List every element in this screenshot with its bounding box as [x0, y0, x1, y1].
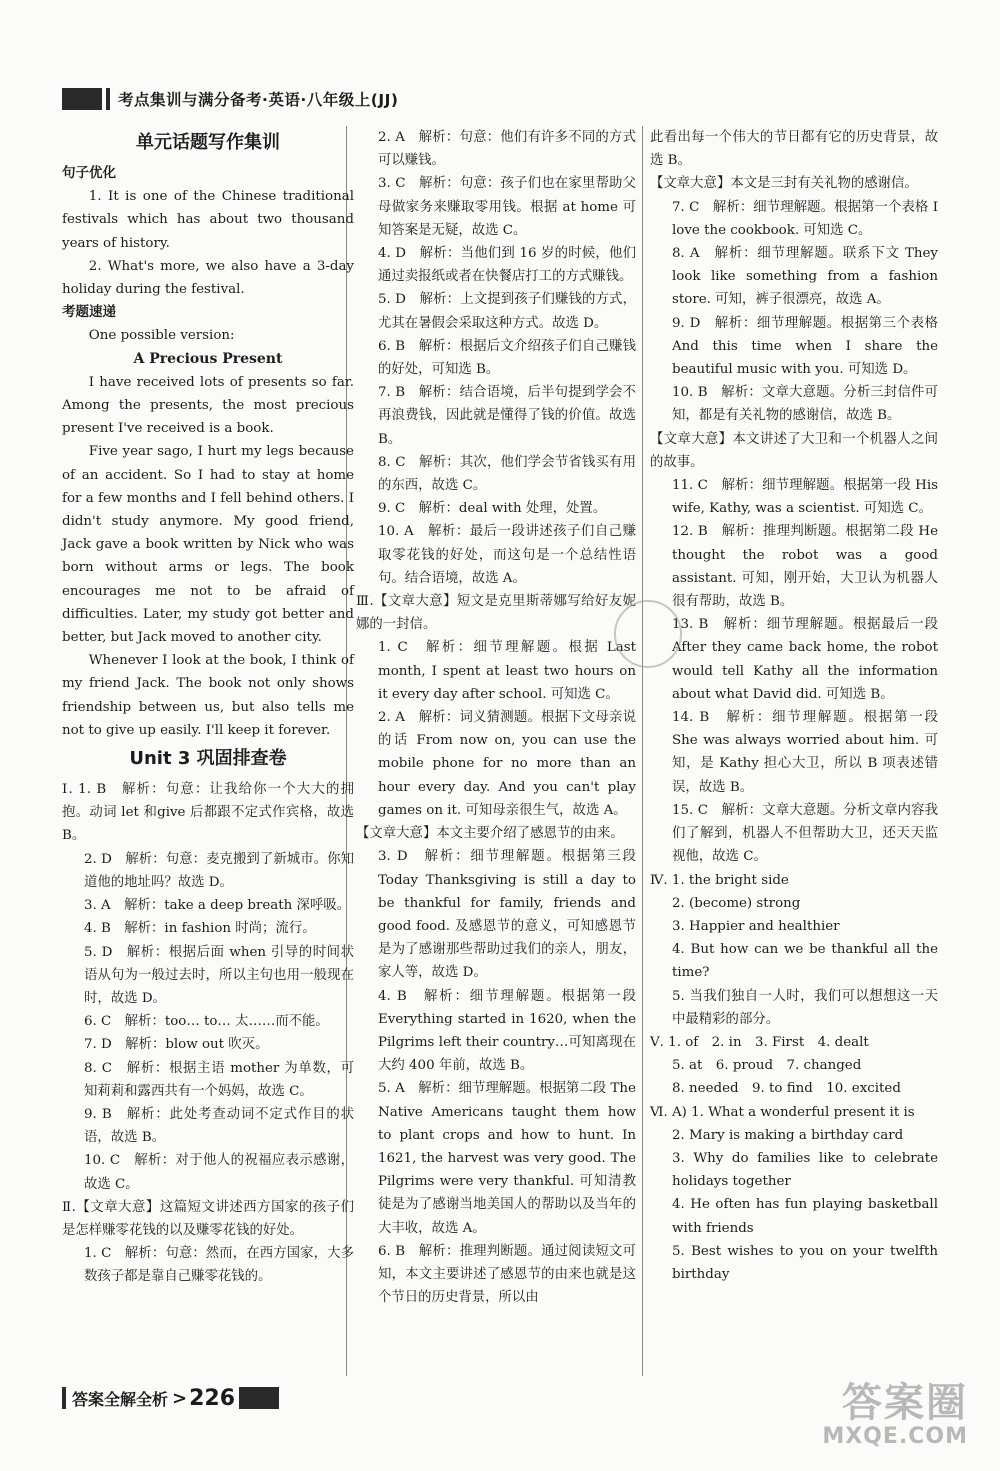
essay-title: A Precious Present [133, 350, 283, 367]
answer-item: 5. D 解析：上文提到孩子们赚钱的方式，尤其在暑假会采取这种方式。故选 D。 [378, 292, 636, 331]
answer-item: 1. C 解析：句意：然而，在西方国家，大多数孩子都是靠自己赚零花钱的。 [84, 1246, 354, 1285]
answer-item: 5. A 解析：细节理解题。根据第二段 The Native Americans taught them how to plant crops and how to hunt. In 1621, the harvest was very good. The Pilgrims were very thankful. 可知清教徒是为了感谢当地美国人的帮助以及当年的大丰收，故选 A。 [378, 1081, 636, 1236]
answer-item: 3. D 解析：细节理解题。根据第三段 Today Thanksgiving is still a day to be thankful for family, friends and good food. 及感恩节的意义，可知感恩节是为了感谢那些帮助过我们的亲人，朋友，家人等，故选 D。 [378, 849, 636, 981]
header-bar [106, 88, 110, 110]
answer-item: 6. B 解析：根据后文介绍孩子们自己赚钱的好处，可知选 B。 [378, 338, 636, 378]
answer-item: 13. B 解析：细节理解题。根据最后一段 After they came back home, the robot would tell Kathy all the information about what David did. 可知选 B。 [672, 617, 938, 702]
section-title: 单元话题写作集训 [136, 132, 280, 153]
answer-item: 5. D 解析：根据后面 when 引导的时间状语从句为一般过去时，所以主句也用一般现在时，故选 D。 [84, 944, 354, 1006]
answer-item: 【文章大意】本文是三封有关礼物的感谢信。 [650, 176, 918, 192]
answer-item: 4. B 解析：in fashion 时尚；流行。 [84, 921, 316, 937]
answer-item: 8. C 解析：其次，他们学会节省钱买有用的东西，故选 C。 [378, 454, 636, 494]
answer-item: 3. Happier and healthier [672, 918, 840, 934]
possible-version-label: One possible version: [88, 328, 235, 344]
answer-item: 8. A 解析：细节理解题。联系下文 They look like something from a fashion store. 可知，裤子很漂亮，故选 A。 [672, 246, 938, 308]
answer-item: 5. 当我们独自一人时，我们可以想想这一天中最精彩的部分。 [672, 988, 938, 1027]
answer-item: 4. But how can we be thankful all the time? [672, 942, 938, 981]
answer-item: Ⅰ. 1. B 解析：句意：让我给你一个大大的拥抱。动词 let 和give 后都跟不定式作宾格，故选 B。 [62, 782, 354, 844]
answer-item: 14. B 解析：细节理解题。根据第一段 She was always worried about him. 可知，是 Kathy 担心大卫，所以 B 项表述错误，故选 B。 [672, 710, 938, 795]
essay-paragraph-3: Whenever I look at the book, I think of my friend Jack. The book not only shows friendship between us, but also tells me not to give up easily. I'll keep it forever. [62, 653, 354, 738]
answer-item: 3. Why do families like to celebrate holidays together [672, 1150, 938, 1190]
essay-paragraph-1: I have received lots of presents so far. Among the presents, the most precious present I've received is a book. [62, 374, 354, 437]
answer-item: Ⅲ.【文章大意】短文是克里斯蒂娜写给好友妮娜的一封信。 [356, 594, 636, 633]
subheading-sentence-optimization: 句子优化 [62, 165, 116, 181]
answer-item: 3. C 解析：句意：孩子们也在家里帮助父母做家务来赚取零用钱。根据 at home 可知答案是无疑，故选 C。 [378, 176, 636, 238]
answer-item: 7. C 解析：细节理解题。根据第一个表格 I love the cookbook. 可知选 C。 [672, 199, 938, 238]
answer-item: 1. C 解析：细节理解题。根据 Last month, I spent at least two hours on it every day after school. 可知选 C。 [378, 640, 636, 702]
answer-item: Ⅱ.【文章大意】这篇短文讲述西方国家的孩子们是怎样赚零花钱的以及赚零花钱的好处。 [62, 1199, 354, 1238]
answer-item: 9. B 解析：此处考查动词不定式作目的状语，故选 B。 [84, 1106, 354, 1146]
answer-item: 6. B 解析：推理判断题。通过阅读短文可知，本文主要讲述了感恩节的由来也就是这个节日的历史背景，所以由 [378, 1243, 636, 1306]
watermark-text: 答案圈 [842, 1380, 968, 1426]
answer-item: Ⅴ. 1. of 2. in 3. First 4. dealt [650, 1034, 869, 1050]
answer-item: 4. D 解析：当他们到 16 岁的时候，他们通过卖报纸或者在快餐店打工的方式赚钱。 [378, 246, 636, 285]
answer-item: 4. He often has fun playing basketball with friends [672, 1197, 938, 1236]
answer-item: 7. D 解析：blow out 吹灭。 [84, 1037, 269, 1053]
answer-item: 9. C 解析：deal with 处理，处置。 [378, 501, 607, 517]
page-footer [62, 1384, 279, 1412]
subheading-exam-questions: 考题速递 [62, 304, 116, 321]
answer-item: 11. C 解析：细节理解题。根据第一段 His wife, Kathy, was a scientist. 可知选 C。 [672, 478, 938, 517]
answer-item: 2. A 解析：句意：他们有许多不同的方式可以赚钱。 [378, 130, 636, 169]
answer-sentence-1: 1. It is one of the Chinese traditional festivals which has about two thousand years of history. [62, 189, 354, 251]
answer-item: 【文章大意】本文主要介绍了感恩节的由来。 [356, 826, 624, 842]
answer-item: 5. at 6. proud 7. changed [672, 1058, 862, 1074]
watermark-logo [822, 1381, 968, 1449]
column-2 [356, 126, 636, 1309]
page-header [62, 84, 398, 114]
answer-item: 2. A 解析：词义猜测题。根据下文母亲说的话 From now on, you can use the mobile phone for no more than an hour every day. And you can't play games on it. 可知母亲很生气，故选 A。 [378, 710, 636, 818]
footer-block [239, 1387, 279, 1409]
answer-item: 12. B 解析：推理判断题。根据第二段 He thought the robot was a good assistant. 可知，刚开始，大卫认为机器人很有帮助，故选 B。 [672, 524, 938, 610]
answer-item: 3. A 解析：take a deep breath 深呼吸。 [84, 898, 351, 914]
unit-title: Unit 3 巩固排查卷 [129, 748, 287, 770]
answer-item: Ⅵ. A) 1. What a wonderful present it is [650, 1104, 915, 1120]
answer-item: 15. C 解析：文章大意题。分析文章内容我们了解到，机器人不但帮助大卫，还天天监视他，故选 C。 [672, 802, 938, 865]
chevron-right-icon: > [172, 1387, 188, 1409]
answer-item: 6. C 解析：too… to… 太……而不能。 [84, 1014, 329, 1030]
answer-item: 此看出每一个伟大的节日都有它的历史背景，故选 B。 [650, 130, 938, 169]
answer-item: 2. (become) strong [672, 895, 801, 911]
answer-item: 8. needed 9. to find 10. excited [672, 1081, 901, 1097]
answer-item: Ⅳ. 1. the bright side [650, 872, 789, 888]
column-3 [650, 126, 938, 1286]
essay-paragraph-2: Five year sago, I hurt my legs because of an accident. So I had to stay at home for a few months and I fell behind others. I didn't study anymore. My good friend, Jack gave a book written by Nick who was born without arms or legs. The book encourages me not to be afraid of difficulties. Later, my study got better and better, but Jack moved to another city. [62, 444, 354, 646]
answer-item: 2. D 解析：句意：麦克搬到了新城市。你知道他的地址吗？故选 D。 [84, 851, 354, 890]
answer-item: 9. D 解析：细节理解题。根据第三个表格 And this time when I share the beautiful music with you. 可知选 D。 [672, 315, 938, 378]
answer-item: 10. A 解析：最后一段讲述孩子们自己赚取零花钱的好处，而这句是一个总结性语句。结合语境，故选 A。 [378, 524, 636, 586]
footer-bar [62, 1387, 66, 1409]
column-1 [62, 126, 354, 1289]
header-block [62, 88, 102, 110]
watermark-url: MXQE.COM [822, 1424, 968, 1449]
page-number: 226 [189, 1385, 236, 1411]
answer-item: 【文章大意】本文讲述了大卫和一个机器人之间的故事。 [650, 431, 938, 470]
answer-item: 10. C 解析：对于他人的祝福应表示感谢，故选 C。 [84, 1153, 354, 1192]
answer-sentence-2: 2. What's more, we also have a 3-day holiday during the festival. [62, 258, 354, 298]
header-title: 考点集训与满分备考·英语·八年级上(JJ) [118, 91, 399, 109]
answer-item: 2. Mary is making a birthday card [672, 1127, 904, 1143]
answer-item: 4. B 解析：细节理解题。根据第一段 Everything started in 1620, when the Pilgrims left their country…可知离现在大约 400 年前，故选 B。 [378, 988, 636, 1074]
answer-item: 8. C 解析：根据主语 mother 为单数，可知莉莉和露西共有一个妈妈，故选 C。 [84, 1060, 354, 1099]
answer-item: 5. Best wishes to you on your twelfth birthday [672, 1243, 938, 1282]
answer-item: 7. B 解析：结合语境，后半句提到学会不再浪费钱，因此就是懂得了钱的价值。故选 B。 [378, 385, 636, 447]
answer-item: 10. B 解析：文章大意题。分析三封信件可知，都是有关礼物的感谢信，故选 B。 [672, 385, 938, 424]
column-divider-2 [642, 126, 643, 1376]
footer-label: 答案全解全析 [72, 1389, 169, 1409]
ink-stamp [614, 600, 682, 668]
